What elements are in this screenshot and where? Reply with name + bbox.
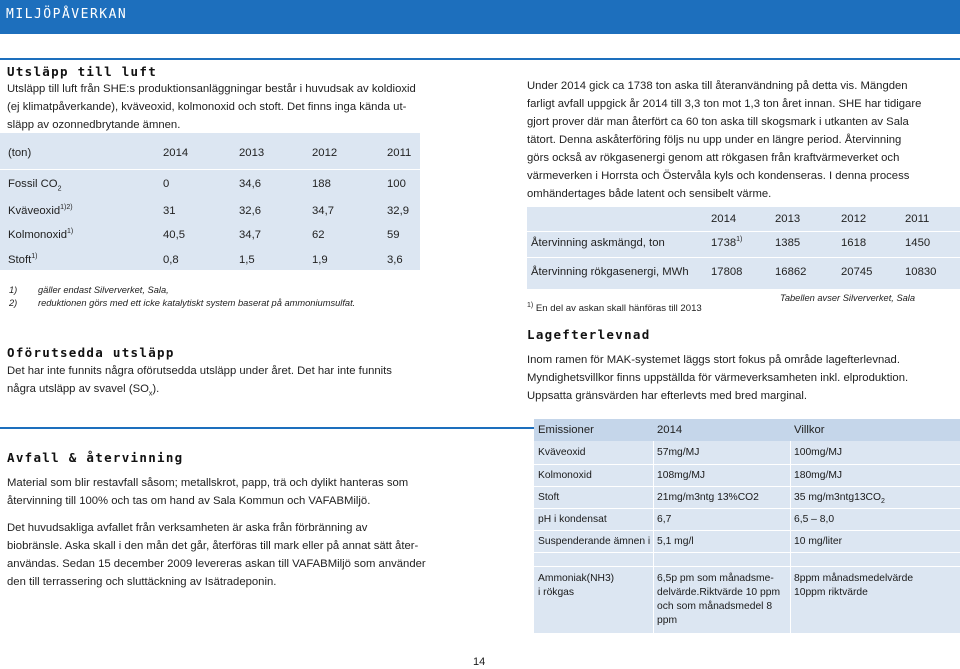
table-cell: 31 bbox=[163, 205, 176, 217]
table-row-label: Fossil $CO_2$ bbox=[8, 178, 62, 193]
table-unit-label: (ton) bbox=[8, 147, 32, 159]
table-divider bbox=[534, 464, 960, 465]
avfall-heading: Avfall & återvinning bbox=[7, 450, 184, 465]
table-cell: 32,9 bbox=[387, 205, 409, 217]
utslapp-line: släpp av ozonnedbrytande ämnen. bbox=[7, 119, 181, 131]
table-header: Emissioner bbox=[538, 424, 594, 436]
utslapp-paragraph bbox=[7, 80, 416, 134]
oforutsedda-line: några utsläpp av svavel $(SO_x)$. bbox=[7, 383, 160, 398]
table-divider bbox=[534, 508, 960, 509]
table-header-year: 2014 bbox=[163, 147, 189, 159]
table-cell: 62 bbox=[312, 229, 325, 241]
table-cell: 10 mg/liter bbox=[794, 536, 843, 547]
table-divider bbox=[534, 552, 960, 553]
page-section-title: MILJÖPÅVERKAN bbox=[6, 7, 128, 22]
aska-line: gjort prover där man återfört ca 60 ton aska till skogsmark i utkanten av Sala bbox=[527, 116, 909, 128]
table-cell: 0 bbox=[163, 178, 170, 190]
table-row-label: Kväveoxid$^{1)2)}$ bbox=[8, 204, 73, 217]
table-cell: 3,6 bbox=[387, 254, 403, 266]
oforutsedda-paragraph bbox=[7, 362, 392, 398]
table-cell: 34,7 bbox=[239, 229, 261, 241]
table-column-divider bbox=[790, 441, 791, 633]
table-cell: 1450 bbox=[905, 237, 931, 249]
table-header-year: 2011 bbox=[905, 213, 930, 225]
table-cell: 0,8 bbox=[163, 254, 179, 266]
table-column-divider bbox=[653, 441, 654, 633]
table-cell: pH i kondensat bbox=[538, 514, 607, 525]
utslapp-heading: Utsläpp till luft bbox=[7, 64, 158, 79]
table-caption: Tabellen avser Silververket, Sala bbox=[780, 293, 916, 303]
table-cell: 59 bbox=[387, 229, 400, 241]
table-cell: 108mg/MJ bbox=[657, 470, 706, 481]
table-cell: 6,5 – 8,0 bbox=[794, 514, 835, 525]
table-footnote: $^{1)}$ En del av askan skall hänföras till 2013 bbox=[527, 301, 702, 314]
footnote-number: 2) bbox=[9, 298, 18, 308]
table-divider bbox=[534, 486, 960, 487]
table-header-year: 2012 bbox=[312, 147, 338, 159]
table-divider bbox=[0, 169, 420, 170]
table-cell: 5,1 mg/l bbox=[657, 536, 694, 547]
table-cell: Kolmonoxid bbox=[538, 470, 592, 481]
aska-paragraph bbox=[527, 77, 921, 203]
table-cell: Kväveoxid bbox=[538, 447, 586, 458]
table-background bbox=[0, 133, 420, 270]
table-cell: 16862 bbox=[775, 266, 807, 278]
lagefterlevnad-paragraph bbox=[527, 351, 908, 405]
table-cell: 34,7 bbox=[312, 205, 334, 217]
aska-line: omhändertages både latent och sensibelt värme. bbox=[527, 188, 772, 200]
table-cell: 1,5 bbox=[239, 254, 255, 266]
footnote-number: 1) bbox=[9, 285, 18, 295]
aska-line: värmeverken i Horrsta och Östervåla kyls och kondenseras. I denna process bbox=[527, 170, 910, 182]
avfall-line: användas. Sedan 15 december 2009 levereras askan till VAFABMiljö som använder bbox=[7, 558, 426, 570]
table-row-label: Stoft$^{1)}$ bbox=[8, 253, 38, 266]
aska-line: Under 2014 gick ca 1738 ton aska till återanvändning på detta vis. Mängden bbox=[527, 80, 908, 92]
lagefterlevnad-heading: Lagefterlevnad bbox=[527, 327, 651, 342]
table-cell: 180mg/MJ bbox=[794, 470, 843, 481]
table-cell: 188 bbox=[312, 178, 331, 190]
avfall-line: återvinning till 100% och tas om hand av Sala Kommun och VAFABMiljö. bbox=[7, 495, 371, 507]
avfall-paragraph-1 bbox=[7, 474, 408, 510]
table-cell: 1385 bbox=[775, 237, 801, 249]
lagefterlevnad-line: Uppsatta gränsvärden har efterlevts med bred marginal. bbox=[527, 390, 808, 402]
oforutsedda-line: Det har inte funnits några oförutsedda utsläpp under året. Det har inte funnits bbox=[7, 365, 392, 377]
table-header-year: 2013 bbox=[775, 213, 801, 225]
header-bar bbox=[0, 0, 960, 34]
table-header: 2014 bbox=[657, 424, 683, 436]
table-cell: 20745 bbox=[841, 266, 873, 278]
table-header-year: 2012 bbox=[841, 213, 867, 225]
table-header-year: 2011 bbox=[387, 147, 412, 159]
table-cell: 8ppm månadsmedelvärde 10ppm riktvärde bbox=[794, 573, 914, 598]
table-cell: 1738$^{1)}$ bbox=[711, 236, 743, 249]
table-divider bbox=[527, 257, 960, 258]
table-cell: 1618 bbox=[841, 237, 867, 249]
table-cell: 35 $mg/m3ntg13CO_2$ bbox=[794, 492, 885, 506]
utslapp-line: Utsläpp till luft från SHE:s produktionsanläggningar består i huvudsak av koldioxid bbox=[7, 83, 416, 95]
header-rule bbox=[0, 58, 960, 60]
lagefterlevnad-line: Myndighetsvillkor finns uppställda för värmeverksamheten inkl. elproduktion. bbox=[527, 372, 909, 384]
page-number: 14 bbox=[473, 656, 486, 668]
table-cell: 32,6 bbox=[239, 205, 261, 217]
oforutsedda-heading: Oförutsedda utsläpp bbox=[7, 345, 175, 360]
table-cell: Stoft bbox=[538, 492, 560, 503]
utslapp-line: (ej klimatpåverkande), kväveoxid, kolmonoxid och stoft. Det finns inga kända ut- bbox=[7, 101, 407, 113]
table-header: Villkor bbox=[794, 424, 825, 436]
avfall-line: Material som blir restavfall såsom; metallskrot, papp, trä och dylikt hanteras som bbox=[7, 477, 409, 489]
table-cell: 6,5p pm som månadsme- delvärde.Riktvärde 10 ppm och som månadsmedel 8 ppm bbox=[657, 573, 781, 626]
table-cell: 1,9 bbox=[312, 254, 328, 266]
table-cell: Ammoniak(NH3) i rökgas bbox=[538, 573, 615, 598]
aska-line: farligt avfall uppgick år 2014 till 3,3 ton mot 1,3 ton året innan. SHE har tidigare bbox=[527, 98, 922, 110]
table-cell: 57mg/MJ bbox=[657, 447, 700, 458]
avfall-line: den till terrassering och sluttäckning av Isätradeponin. bbox=[7, 576, 277, 588]
table-cell: 34,6 bbox=[239, 178, 261, 190]
table-cell: 40,5 bbox=[163, 229, 185, 241]
table-header-year: 2014 bbox=[711, 213, 737, 225]
footnote-text: gäller endast Silververket, Sala, bbox=[38, 285, 169, 295]
avfall-line: biobränsle. Aska skall i den mån det går, återföras till mark eller på annat sätt åter- bbox=[7, 540, 419, 552]
aska-line: görs också av rökgasenergi genom att rökgasen från kraftvärmeverket och bbox=[527, 152, 900, 164]
table-header-year: 2013 bbox=[239, 147, 265, 159]
table-cell: 6,7 bbox=[657, 514, 672, 525]
table-cell: 100 bbox=[387, 178, 406, 190]
footnote-text: reduktionen görs med ett icke katalytiskt system baserat på ammoniumsulfat. bbox=[38, 298, 356, 308]
table-cell: 100mg/MJ bbox=[794, 447, 843, 458]
table-divider bbox=[527, 231, 960, 232]
table-cell: Suspenderande ämnen i bbox=[538, 536, 651, 547]
table-divider bbox=[534, 566, 960, 567]
table-row-label: Återvinning askmängd, ton bbox=[531, 237, 665, 249]
avfall-paragraph-2 bbox=[7, 519, 426, 591]
table-header-background bbox=[534, 419, 960, 441]
lagefterlevnad-line: Inom ramen för MAK-systemet läggs stort fokus på område lagefterlevnad. bbox=[527, 354, 900, 366]
aska-line: tätort. Denna askåterföring följs nu upp under en längre period. Återvinning bbox=[527, 134, 902, 146]
table-divider bbox=[534, 530, 960, 531]
table-cell: 10830 bbox=[905, 266, 937, 278]
table-row-label: Återvinning rökgasenergi, MWh bbox=[531, 266, 689, 278]
avfall-line: Det huvudsakliga avfallet från verksamheten är aska från förbränning av bbox=[7, 522, 368, 534]
table-row-label: Kolmonoxid$^{1)}$ bbox=[8, 228, 74, 241]
table-cell: 21mg/m3ntg 13%CO2 bbox=[657, 492, 759, 503]
table-cell: 17808 bbox=[711, 266, 743, 278]
